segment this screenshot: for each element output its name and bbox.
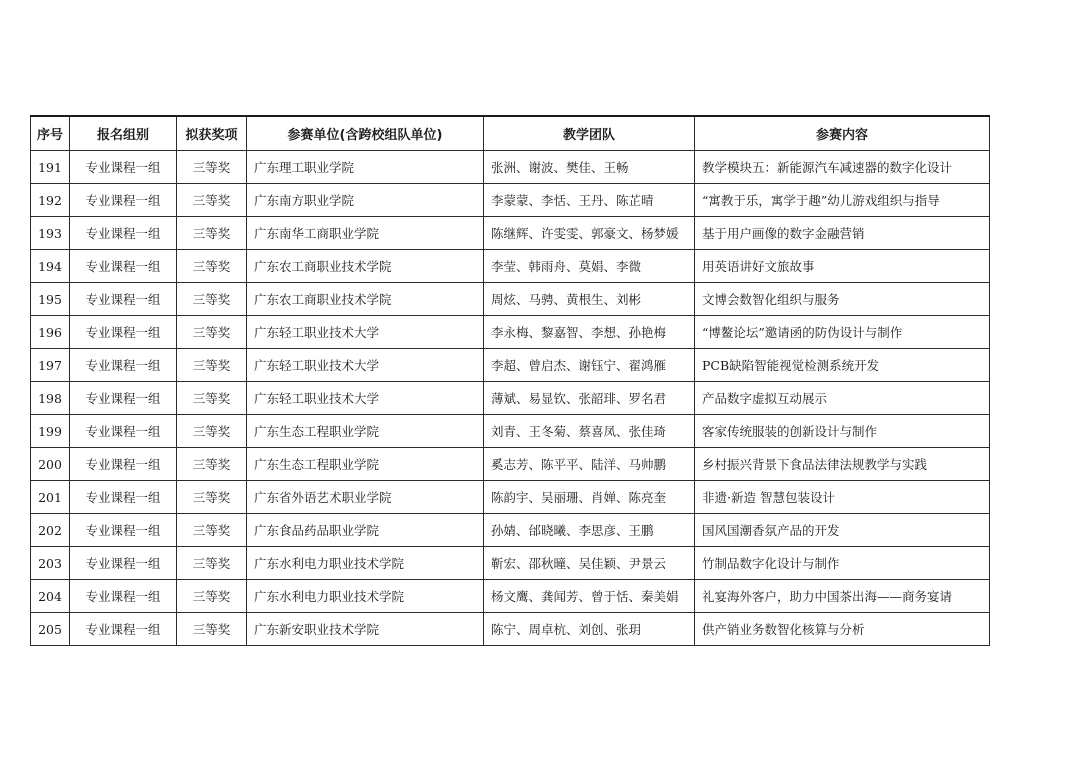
unit-cell: 广东水利电力职业技术学院 — [247, 547, 484, 580]
content-cell: 国风国潮香氛产品的开发 — [695, 514, 990, 547]
unit-cell: 广东生态工程职业学院 — [247, 415, 484, 448]
award-list-sheet — [30, 115, 989, 646]
table-row — [31, 250, 990, 283]
serial-number-cell: 202 — [31, 514, 70, 547]
header-participating-unit: 参赛单位(含跨校组队单位) — [247, 116, 484, 151]
award-cell: 三等奖 — [177, 250, 247, 283]
content-cell: PCB缺陷智能视觉检测系统开发 — [695, 349, 990, 382]
team-cell: 陈宁、周卓杭、刘创、张玥 — [484, 613, 695, 646]
content-cell: 客家传统服装的创新设计与制作 — [695, 415, 990, 448]
content-cell: 用英语讲好文旅故事 — [695, 250, 990, 283]
table-row — [31, 547, 990, 580]
header-proposed-award: 拟获奖项 — [177, 116, 247, 151]
team-cell: 靳宏、邵秋曈、吴佳颖、尹景云 — [484, 547, 695, 580]
content-cell: 乡村振兴背景下食品法律法规教学与实践 — [695, 448, 990, 481]
entry-group-cell: 专业课程一组 — [70, 382, 177, 415]
entry-group-cell: 专业课程一组 — [70, 580, 177, 613]
entry-group-cell: 专业课程一组 — [70, 151, 177, 184]
header-entry-group: 报名组别 — [70, 116, 177, 151]
award-cell: 三等奖 — [177, 481, 247, 514]
award-cell: 三等奖 — [177, 514, 247, 547]
content-cell: 非遗·新造 智慧包装设计 — [695, 481, 990, 514]
table-row — [31, 481, 990, 514]
content-cell: 礼宴海外客户，助力中国茶出海——商务宴请 — [695, 580, 990, 613]
table-row — [31, 217, 990, 250]
table-row — [31, 151, 990, 184]
team-cell: 李永梅、黎嘉智、李想、孙艳梅 — [484, 316, 695, 349]
award-cell: 三等奖 — [177, 349, 247, 382]
content-cell: 基于用户画像的数字金融营销 — [695, 217, 990, 250]
unit-cell: 广东轻工职业技术大学 — [247, 382, 484, 415]
serial-number-cell: 191 — [31, 151, 70, 184]
table-body — [31, 151, 990, 646]
table-row — [31, 514, 990, 547]
table-row — [31, 382, 990, 415]
serial-number-cell: 198 — [31, 382, 70, 415]
unit-cell: 广东省外语艺术职业学院 — [247, 481, 484, 514]
header-row — [31, 116, 990, 151]
serial-number-cell: 200 — [31, 448, 70, 481]
table-row — [31, 448, 990, 481]
award-cell: 三等奖 — [177, 316, 247, 349]
serial-number-cell: 204 — [31, 580, 70, 613]
content-cell: “博鳌论坛”邀请函的防伪设计与制作 — [695, 316, 990, 349]
serial-number-cell: 193 — [31, 217, 70, 250]
unit-cell: 广东轻工职业技术大学 — [247, 316, 484, 349]
award-cell: 三等奖 — [177, 283, 247, 316]
serial-number-cell: 199 — [31, 415, 70, 448]
unit-cell: 广东农工商职业技术学院 — [247, 283, 484, 316]
unit-cell: 广东食品药品职业学院 — [247, 514, 484, 547]
serial-number-cell: 192 — [31, 184, 70, 217]
serial-number-cell: 196 — [31, 316, 70, 349]
entry-group-cell: 专业课程一组 — [70, 349, 177, 382]
table-row — [31, 283, 990, 316]
unit-cell: 广东新安职业技术学院 — [247, 613, 484, 646]
award-cell: 三等奖 — [177, 547, 247, 580]
serial-number-cell: 194 — [31, 250, 70, 283]
content-cell: 文博会数智化组织与服务 — [695, 283, 990, 316]
entry-group-cell: 专业课程一组 — [70, 316, 177, 349]
team-cell: 张洲、谢波、樊佳、王畅 — [484, 151, 695, 184]
entry-group-cell: 专业课程一组 — [70, 250, 177, 283]
entry-group-cell: 专业课程一组 — [70, 415, 177, 448]
table-header — [31, 116, 990, 151]
table-row — [31, 580, 990, 613]
table-row — [31, 349, 990, 382]
award-cell: 三等奖 — [177, 151, 247, 184]
team-cell: 薄斌、易显钦、张韶琲、罗名君 — [484, 382, 695, 415]
award-cell: 三等奖 — [177, 184, 247, 217]
team-cell: 陈韵宇、吴丽珊、肖婵、陈亮奎 — [484, 481, 695, 514]
entry-group-cell: 专业课程一组 — [70, 448, 177, 481]
entry-group-cell: 专业课程一组 — [70, 547, 177, 580]
table-row — [31, 613, 990, 646]
unit-cell: 广东生态工程职业学院 — [247, 448, 484, 481]
serial-number-cell: 203 — [31, 547, 70, 580]
entry-group-cell: 专业课程一组 — [70, 613, 177, 646]
unit-cell: 广东理工职业学院 — [247, 151, 484, 184]
serial-number-cell: 197 — [31, 349, 70, 382]
team-cell: 李莹、韩雨舟、莫娟、李微 — [484, 250, 695, 283]
team-cell: 刘青、王冬菊、蔡喜凤、张佳琦 — [484, 415, 695, 448]
award-cell: 三等奖 — [177, 415, 247, 448]
award-cell: 三等奖 — [177, 382, 247, 415]
entry-group-cell: 专业课程一组 — [70, 283, 177, 316]
content-cell: 供产销业务数智化核算与分析 — [695, 613, 990, 646]
team-cell: 杨文鹰、龚闻芳、曾于恬、秦美娟 — [484, 580, 695, 613]
team-cell: 孙婧、邰晓曦、李思彦、王鹏 — [484, 514, 695, 547]
header-teaching-team: 教学团队 — [484, 116, 695, 151]
award-cell: 三等奖 — [177, 217, 247, 250]
unit-cell: 广东农工商职业技术学院 — [247, 250, 484, 283]
entry-group-cell: 专业课程一组 — [70, 184, 177, 217]
entry-group-cell: 专业课程一组 — [70, 217, 177, 250]
team-cell: 李超、曾启杰、谢钰宁、翟鸿雁 — [484, 349, 695, 382]
header-serial-number: 序号 — [31, 116, 70, 151]
unit-cell: 广东南华工商职业学院 — [247, 217, 484, 250]
team-cell: 陈继辉、许雯雯、郭豪文、杨梦媛 — [484, 217, 695, 250]
team-cell: 奚志芳、陈平平、陆洋、马帅鹏 — [484, 448, 695, 481]
award-cell: 三等奖 — [177, 448, 247, 481]
award-cell: 三等奖 — [177, 580, 247, 613]
entry-group-cell: 专业课程一组 — [70, 514, 177, 547]
unit-cell: 广东南方职业学院 — [247, 184, 484, 217]
unit-cell: 广东轻工职业技术大学 — [247, 349, 484, 382]
team-cell: 周炫、马骋、黄根生、刘彬 — [484, 283, 695, 316]
table-row — [31, 415, 990, 448]
table-row — [31, 184, 990, 217]
table-row — [31, 316, 990, 349]
content-cell: 教学模块五：新能源汽车减速器的数字化设计 — [695, 151, 990, 184]
team-cell: 李蒙蒙、李恬、王丹、陈芷晴 — [484, 184, 695, 217]
serial-number-cell: 205 — [31, 613, 70, 646]
content-cell: 竹制品数字化设计与制作 — [695, 547, 990, 580]
award-cell: 三等奖 — [177, 613, 247, 646]
content-cell: 产品数字虚拟互动展示 — [695, 382, 990, 415]
content-cell: “寓教于乐，寓学于趣”幼儿游戏组织与指导 — [695, 184, 990, 217]
entry-group-cell: 专业课程一组 — [70, 481, 177, 514]
unit-cell: 广东水利电力职业技术学院 — [247, 580, 484, 613]
header-entry-content: 参赛内容 — [695, 116, 990, 151]
serial-number-cell: 195 — [31, 283, 70, 316]
serial-number-cell: 201 — [31, 481, 70, 514]
award-table — [30, 115, 990, 646]
